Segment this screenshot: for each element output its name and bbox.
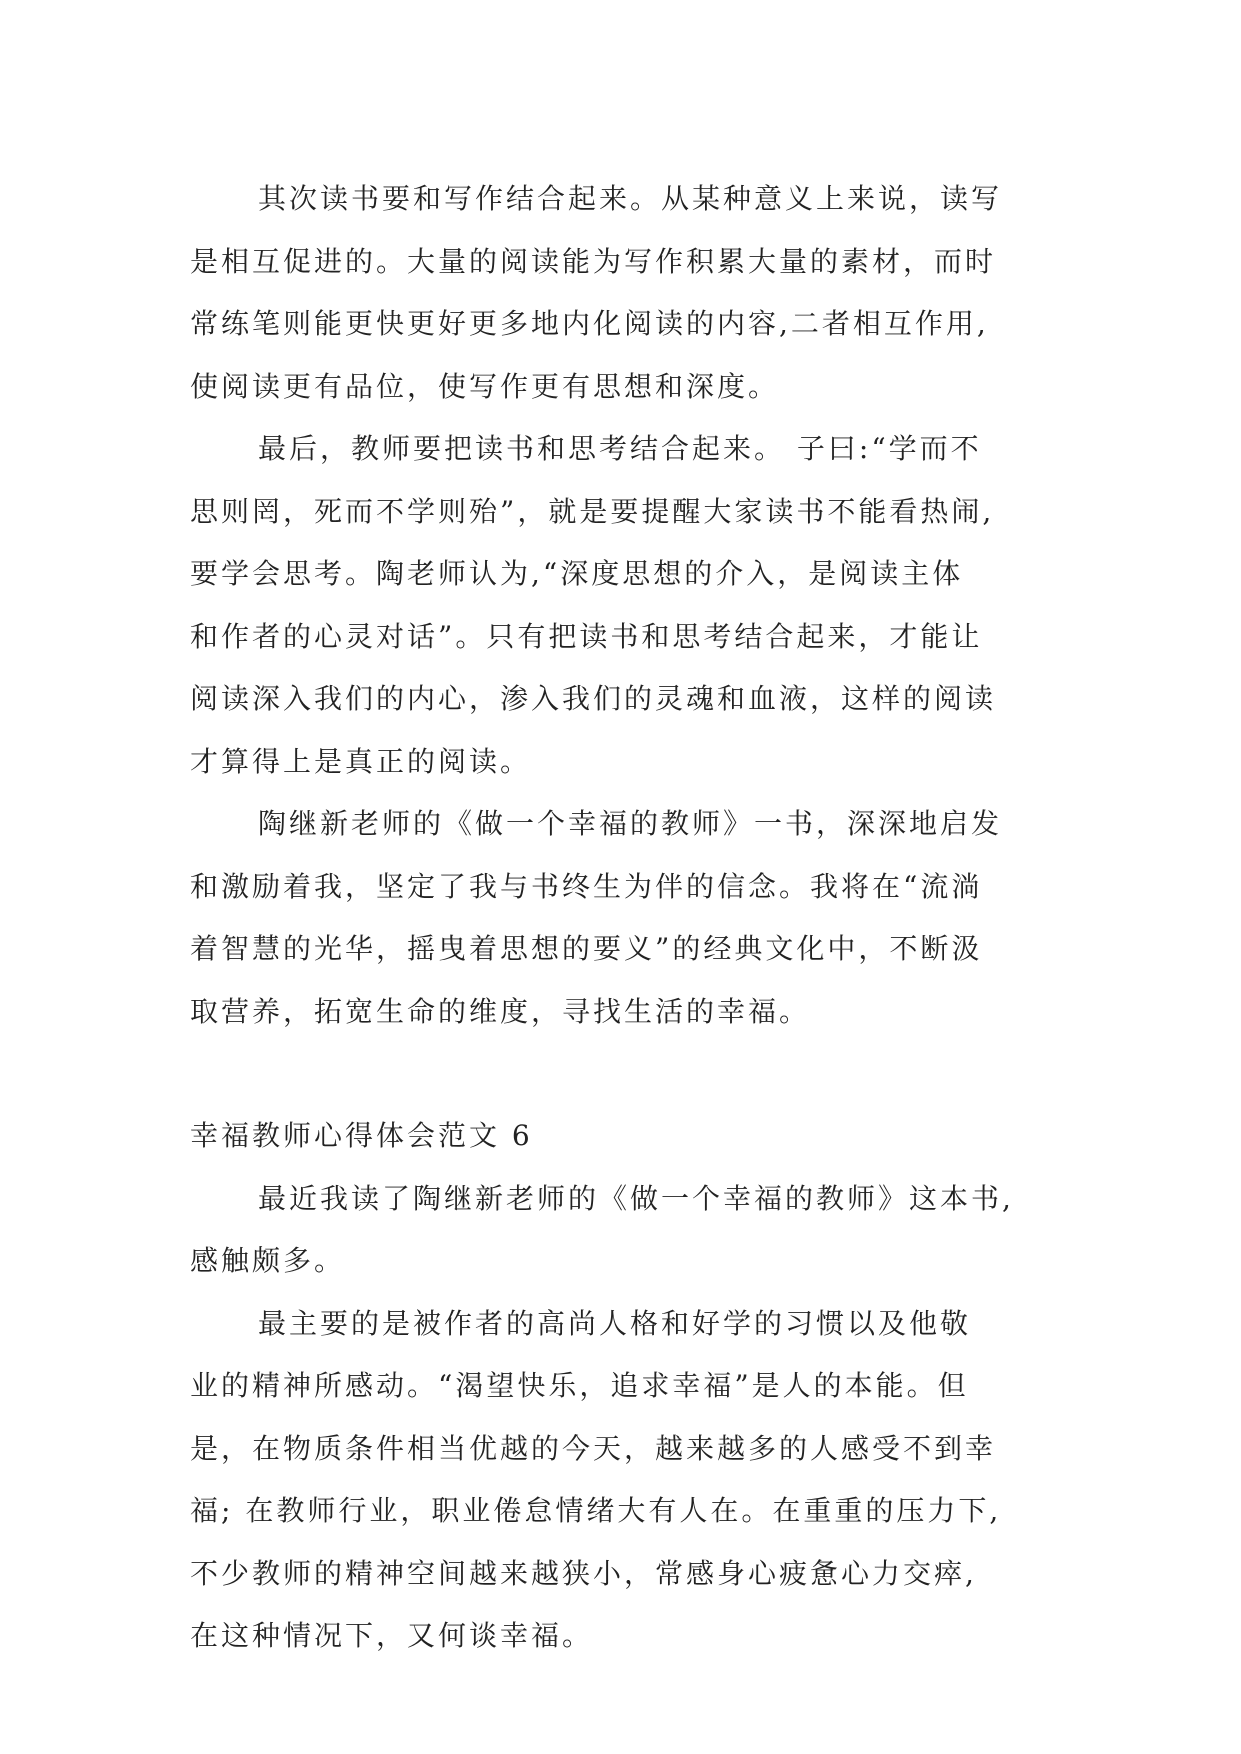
text-line: 阅读深入我们的内心，渗入我们的灵魂和血液，这样的阅读 bbox=[190, 682, 997, 715]
text-line: 才算得上是真正的阅读。 bbox=[190, 744, 532, 778]
text-line: 使阅读更有品位，使写作更有思想和深度。 bbox=[190, 369, 780, 403]
paragraph-reading-thinking bbox=[190, 418, 1110, 793]
text-line: 福; 在教师行业，职业倦怠情绪大有人在。在重重的压力下, bbox=[190, 1494, 1002, 1527]
document-body bbox=[190, 168, 1110, 1668]
paragraph-reading-writing bbox=[190, 168, 1110, 418]
text-line: 感触颇多。 bbox=[190, 1244, 346, 1277]
text-line: 要学会思考。陶老师认为,“深度思想的介入，是阅读主体 bbox=[190, 557, 964, 590]
paragraph-main bbox=[190, 1293, 1110, 1668]
text-line: 着智慧的光华，摇曳着思想的要义”的经典文化中，不断汲 bbox=[190, 932, 983, 965]
text-line: 和作者的心灵对话”。只有把读书和思考结合起来，才能让 bbox=[190, 619, 983, 653]
text-line: 最主要的是被作者的高尚人格和好学的习惯以及他敬 bbox=[258, 1306, 972, 1340]
text-line: 在这种情况下，又何谈幸福。 bbox=[190, 1619, 594, 1652]
text-line: 不少教师的精神空间越来越狭小，常感身心疲惫心力交瘁, bbox=[190, 1556, 977, 1590]
text-line: 常练笔则能更快更好更多地内化阅读的内容,二者相互作用, bbox=[190, 307, 989, 340]
text-line: 是，在物质条件相当优越的今天，越来越多的人感受不到幸 bbox=[190, 1431, 997, 1465]
text-line: 取营养，拓宽生命的维度，寻找生活的幸福。 bbox=[190, 994, 811, 1028]
text-line: 最后，教师要把读书和思考结合起来。 子曰:“学而不 bbox=[258, 432, 982, 465]
text-line: 其次读书要和写作结合起来。从某种意义上来说，读写 bbox=[258, 182, 1003, 215]
text-line: 业的精神所感动。“渴望快乐，追求幸福”是人的本能。但 bbox=[190, 1369, 969, 1402]
text-line: 最近我读了陶继新老师的《做一个幸福的教师》这本书, bbox=[258, 1181, 1014, 1215]
paragraph-conclusion bbox=[190, 793, 1110, 1043]
text-line: 是相互促进的。大量的阅读能为写作积累大量的素材，而时 bbox=[190, 244, 997, 278]
section-heading: 幸福教师心得体会范文 6 bbox=[190, 1119, 533, 1152]
paragraph-intro bbox=[190, 1168, 1110, 1293]
text-line: 思则罔，死而不学则殆”，就是要提醒大家读书不能看热闹, bbox=[190, 494, 995, 528]
text-line: 和激励着我，坚定了我与书终生为伴的信念。我将在“流淌 bbox=[190, 869, 983, 903]
text-line: 陶继新老师的《做一个幸福的教师》一书，深深地启发 bbox=[258, 807, 1003, 840]
